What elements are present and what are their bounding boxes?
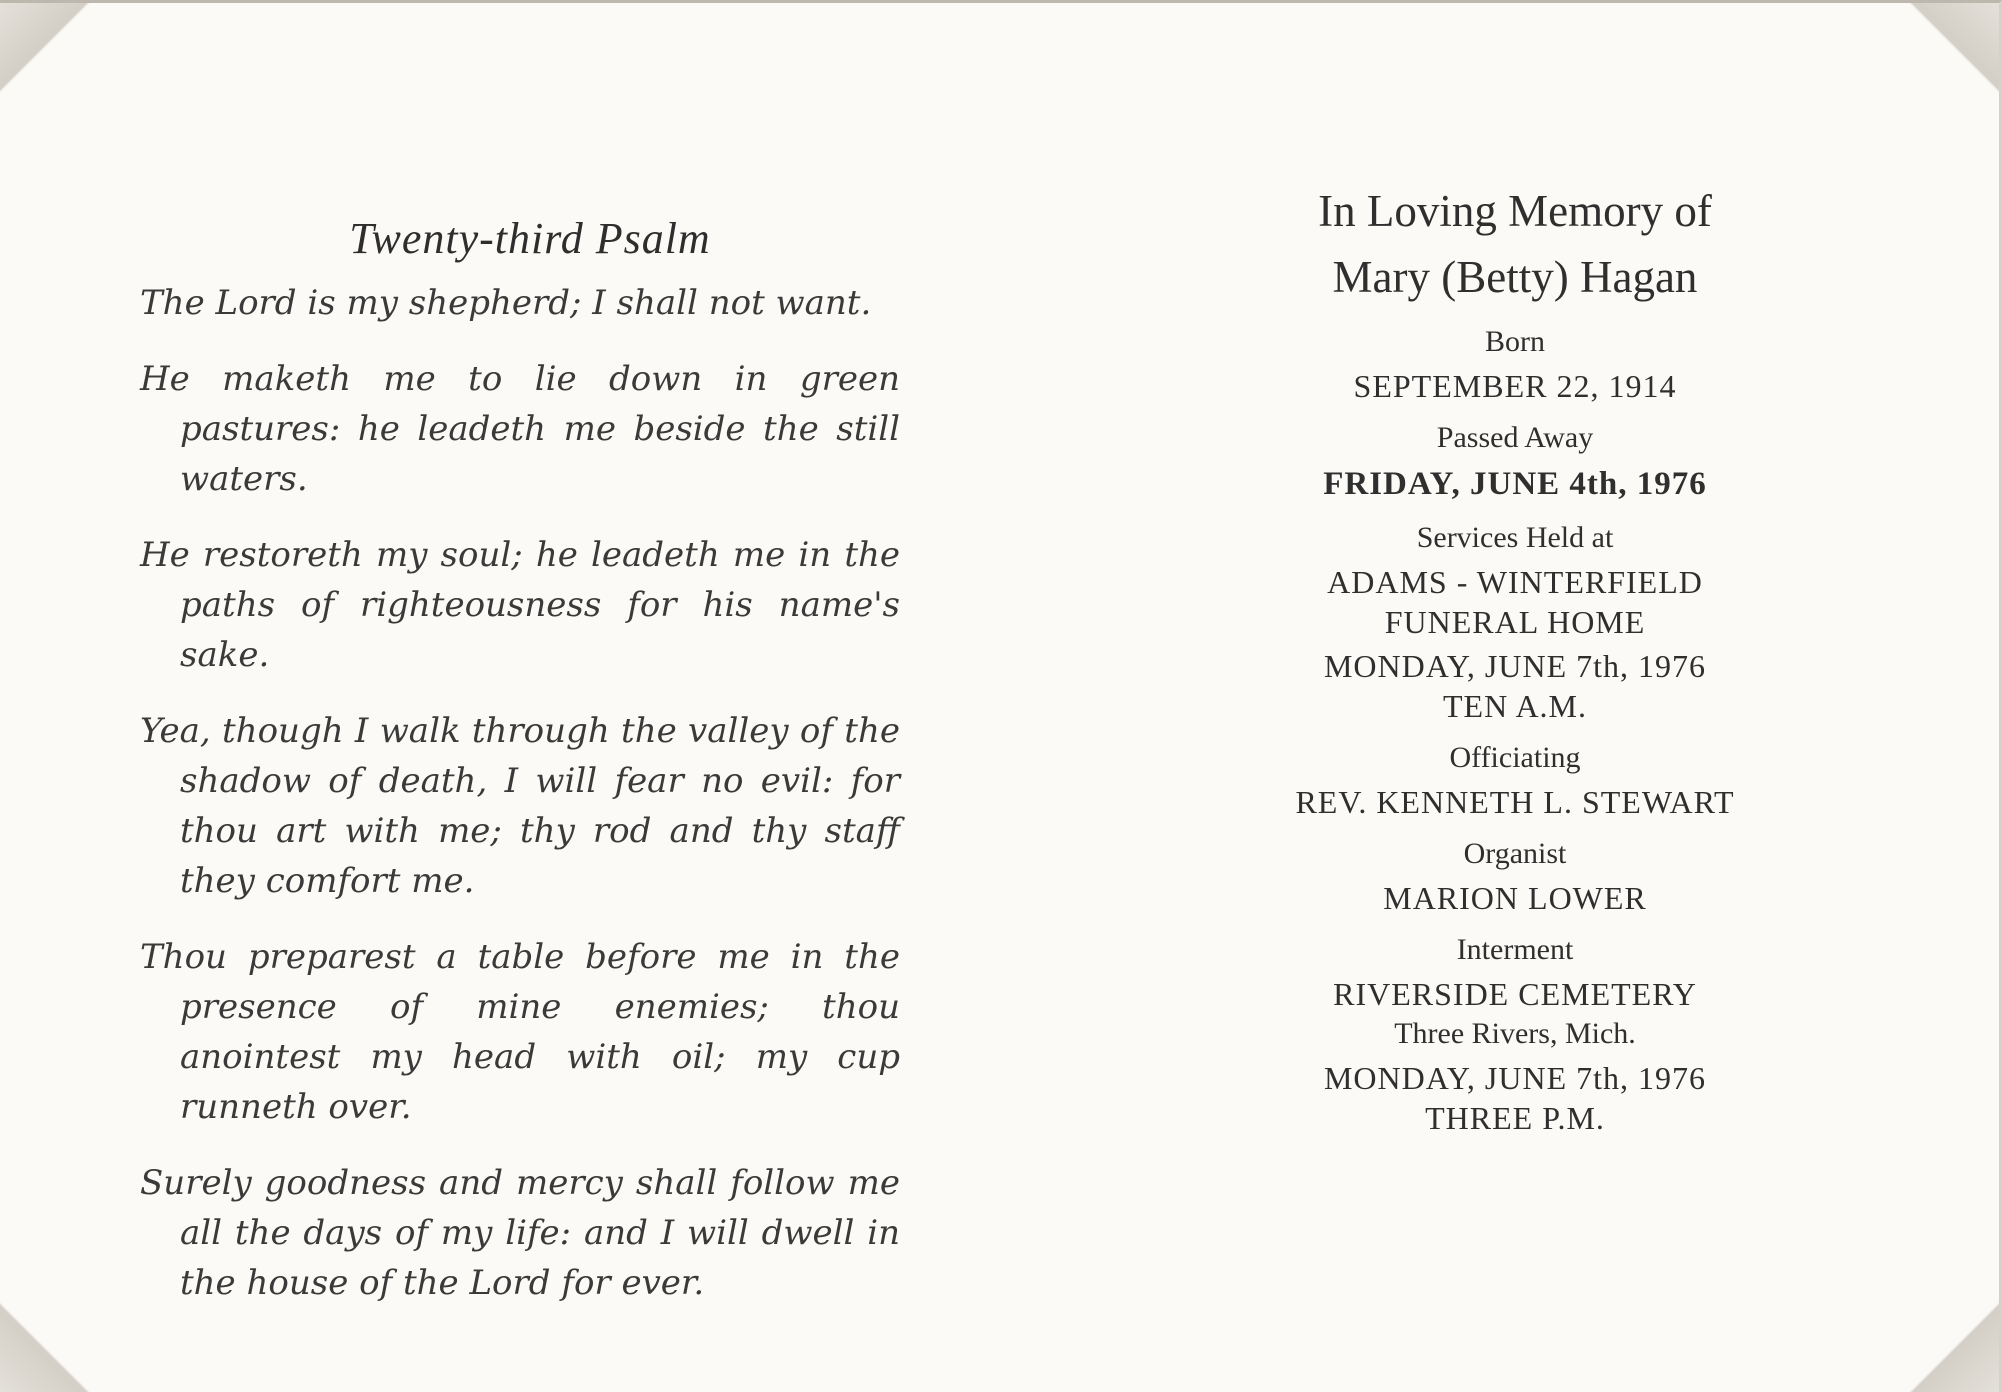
memorial-heading: In Loving Memory of	[1318, 186, 1712, 236]
psalm-panel	[140, 213, 900, 1334]
psalm-title: Twenty-third Psalm	[349, 214, 711, 263]
psalm-verse: Yea, though I walk through the valley of the shadow of death, I will fear no evil: for thou art with me; thy rod and thy staff they comfort me.	[140, 711, 900, 901]
photo-corner-bottom-left	[0, 1302, 90, 1392]
interment-label: Interment	[1456, 933, 1574, 966]
passed-label: Passed Away	[1436, 421, 1594, 454]
interment-time: THREE P.M.	[1425, 1100, 1605, 1136]
interment-place: RIVERSIDE CEMETERY	[1333, 976, 1697, 1012]
photo-corner-top-left	[0, 3, 90, 93]
memorial-panel	[1230, 178, 1800, 1138]
photo-corner-top-right	[1909, 3, 1999, 93]
born-date: SEPTEMBER 22, 1914	[1353, 368, 1677, 404]
interment-city: Three Rivers, Mich.	[1394, 1017, 1636, 1050]
officiating-label: Officiating	[1449, 741, 1581, 774]
services-time: TEN A.M.	[1443, 688, 1587, 724]
officiating-name: REV. KENNETH L. STEWART	[1295, 784, 1735, 820]
services-place-line2: FUNERAL HOME	[1384, 604, 1646, 640]
services-place-line1: ADAMS - WINTERFIELD	[1327, 564, 1703, 600]
organist-name: MARION LOWER	[1383, 880, 1647, 916]
interment-date: MONDAY, JUNE 7th, 1976	[1323, 1060, 1707, 1096]
passed-date: FRIDAY, JUNE 4th, 1976	[1323, 466, 1707, 502]
services-label: Services Held at	[1416, 521, 1614, 554]
deceased-name: Mary (Betty) Hagan	[1332, 252, 1698, 302]
born-label: Born	[1485, 325, 1545, 358]
psalm-verse: He restoreth my soul; he leadeth me in the paths of righteousness for his name's sake.	[140, 535, 900, 675]
psalm-verse: Surely goodness and mercy shall follow me all the days of my life: and I will dwell in the house of the Lord for ever.	[140, 1163, 900, 1303]
photo-corner-bottom-right	[1909, 1302, 1999, 1392]
psalm-verse: He maketh me to lie down in green pastures: he leadeth me beside the still waters.	[140, 359, 900, 499]
psalm-verse: The Lord is my shepherd; I shall not want.	[140, 283, 872, 323]
services-date: MONDAY, JUNE 7th, 1976	[1323, 648, 1707, 684]
organist-label: Organist	[1463, 837, 1567, 870]
psalm-verse: Thou preparest a table before me in the presence of mine enemies; thou anointest my head with oil; my cup runneth over.	[140, 937, 900, 1127]
